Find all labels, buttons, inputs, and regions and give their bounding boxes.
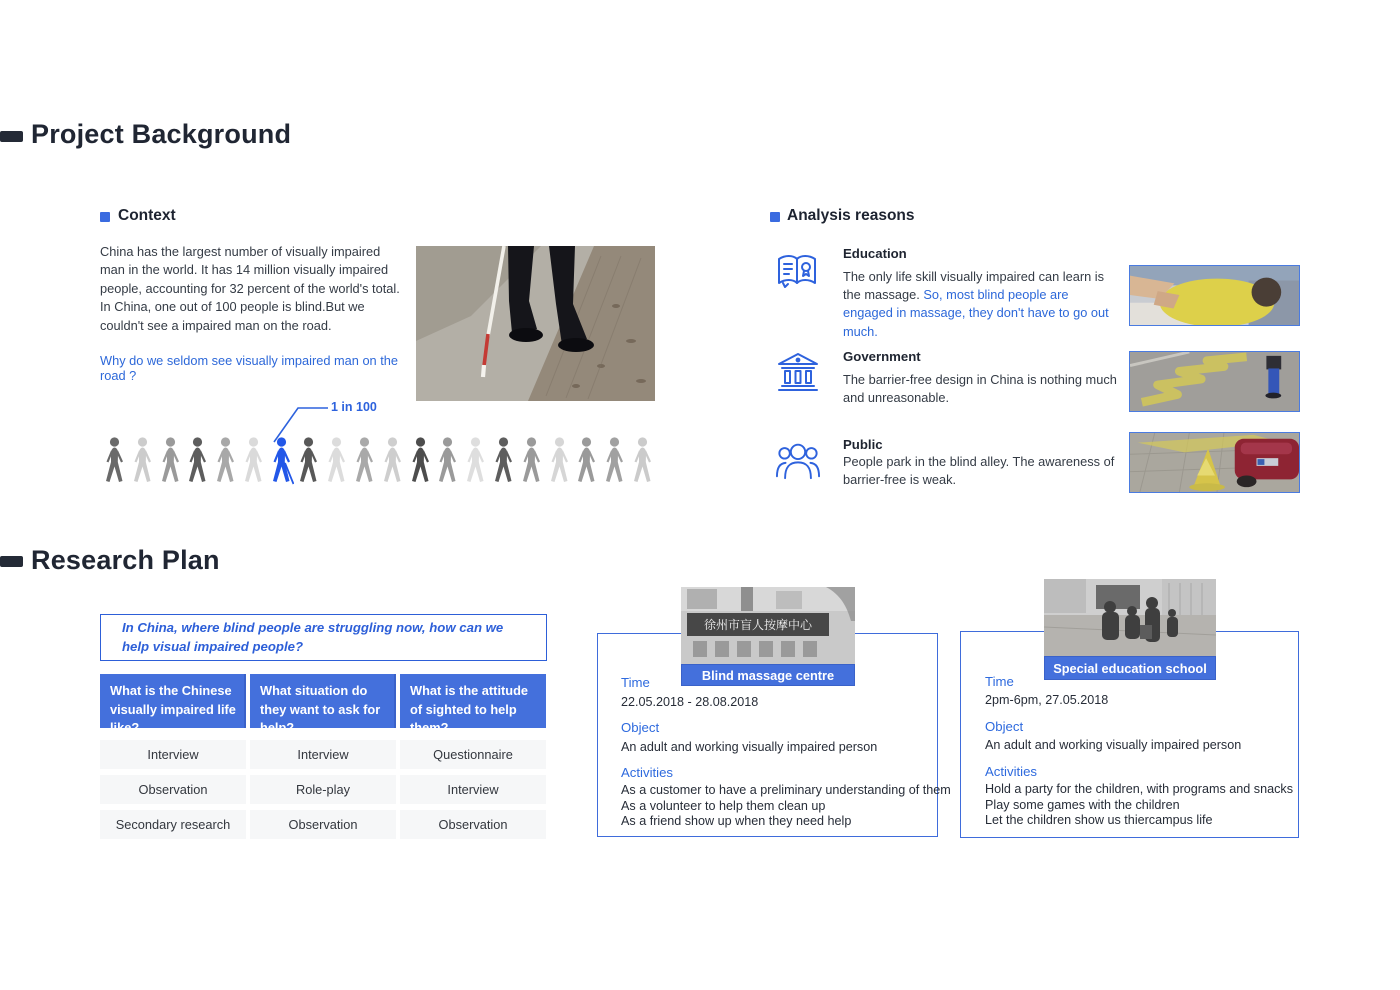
object-label: Object: [621, 720, 660, 735]
context-question: Why do we seldom see visually impaired man on the road ?: [100, 353, 399, 383]
research-question-text: In China, where blind people are struggling now, how can we help visual impaired people?: [122, 620, 504, 654]
method-cell: Interview: [250, 740, 396, 769]
person-figure: [492, 436, 516, 486]
context-paragraph: China has the largest number of visually impaired man in the world. It has 14 million visually impaired people, accounting for 32 percent of the world's total. In China, one out of 100 people is blind.But we couldn't see a impaired man on the road.: [100, 244, 400, 333]
tactile-path-photo: [1129, 351, 1300, 412]
object-value: An adult and working visually impaired person: [985, 738, 1242, 752]
person-figure: [103, 436, 127, 486]
government-building-icon: [776, 351, 820, 395]
activity-line: Hold a party for the children, with programs and snacks: [985, 782, 1293, 796]
time-value: 2pm-6pm, 27.05.2018: [985, 693, 1109, 707]
method-cell: Questionnaire: [400, 740, 546, 769]
person-figure: [548, 436, 572, 486]
walking-with-cane-photo: [416, 246, 655, 401]
person-figure: [520, 436, 544, 486]
square-bullet-icon: [100, 212, 110, 222]
person-figure: [631, 436, 655, 486]
special-school-caption: Special education school: [1044, 656, 1216, 680]
massage-centre-photo: [681, 587, 855, 664]
person-figure: [242, 436, 266, 486]
person-figure: [131, 436, 155, 486]
analysis-reasons-heading: Analysis reasons: [787, 207, 915, 224]
activities-list: [985, 782, 1293, 829]
massage-centre-sign-text: 徐州市盲人按摩中心: [703, 618, 813, 632]
public-text: [843, 453, 1119, 489]
question-header-2: What situation do they want to ask for help?: [250, 674, 396, 728]
person-figure: [409, 436, 433, 486]
question-header-3: What is the attitude of sighted to help them?: [400, 674, 546, 728]
method-cell: Secondary research: [100, 810, 246, 839]
government-text-plain: The barrier-free design in China is nothing much and unreasonable.: [843, 372, 1117, 406]
section-dash: [0, 556, 23, 567]
government-title: Government: [843, 349, 921, 364]
person-figure: [353, 436, 377, 486]
object-label: Object: [985, 719, 1024, 734]
time-value: 22.05.2018 - 28.08.2018: [621, 695, 759, 709]
person-figure: [325, 436, 349, 486]
education-title: Education: [843, 246, 907, 261]
massage-centre-caption: Blind massage centre: [681, 664, 855, 686]
question-header-1: What is the Chinese visually impaired life like?: [100, 674, 246, 728]
government-text: [843, 371, 1119, 407]
activities-label: Activities: [985, 764, 1038, 779]
activity-line: As a friend show up when they need help: [621, 814, 852, 829]
public-people-icon: [776, 438, 820, 482]
object-value: An adult and working visually impaired person: [621, 740, 878, 754]
activity-line: As a customer to have a preliminary understanding of them: [621, 783, 951, 797]
education-book-icon: [775, 249, 819, 293]
education-text-plain: The only life skill visually impaired can learn is the massage.: [843, 269, 1105, 303]
education-text-blue: So, most blind people are engaged in massage, they don't have to go out much.: [843, 287, 1109, 339]
research-plan-title: Research Plan: [31, 545, 220, 575]
method-cell: Observation: [400, 810, 546, 839]
population-row: [103, 434, 655, 486]
person-figure: [214, 436, 238, 486]
person-figure: [159, 436, 183, 486]
research-question-box: [100, 614, 547, 661]
activity-line: Play some games with the children: [985, 797, 1180, 812]
method-cell: Observation: [250, 810, 396, 839]
activity-line: Let the children show us thiercampus life: [985, 813, 1213, 828]
method-cell: Role-play: [250, 775, 396, 804]
person-figure: [297, 436, 321, 486]
time-label: Time: [985, 674, 1014, 689]
project-background-title: Project Background: [31, 119, 292, 149]
person-figure: [575, 436, 599, 486]
special-school-photo: [1044, 579, 1216, 656]
method-cell: Observation: [100, 775, 246, 804]
person-figure: [603, 436, 627, 486]
method-cell: Interview: [400, 775, 546, 804]
person-figure: [186, 436, 210, 486]
education-text: [843, 268, 1119, 341]
activity-line: As a volunteer to help them clean up: [621, 798, 826, 813]
blind-alley-photo: [1129, 432, 1300, 493]
blind-person-figure: [270, 436, 294, 486]
public-title: Public: [843, 437, 883, 452]
section-dash: [0, 131, 23, 142]
time-label: Time: [621, 675, 650, 690]
massage-photo: [1129, 265, 1300, 326]
square-bullet-icon: [770, 212, 780, 222]
person-figure: [464, 436, 488, 486]
activities-list: [621, 783, 951, 830]
person-figure: [436, 436, 460, 486]
activities-label: Activities: [621, 765, 674, 780]
context-heading: Context: [118, 207, 176, 224]
public-text-plain: People park in the blind alley. The awareness of barrier-free is weak.: [843, 454, 1115, 488]
one-in-100-label: 1 in 100: [331, 400, 377, 414]
method-cell: Interview: [100, 740, 246, 769]
person-figure: [381, 436, 405, 486]
